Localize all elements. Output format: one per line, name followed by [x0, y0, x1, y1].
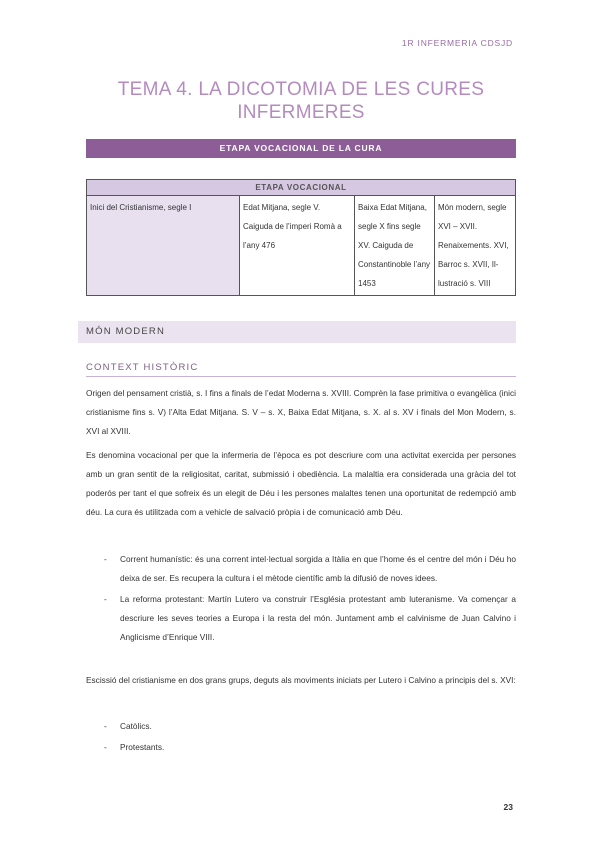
list-item	[86, 717, 516, 736]
table-cell-middle-ages: Edat Mitjana, segle V. Caiguda de l’imperi Romà a l’any 476	[240, 196, 355, 296]
table-row	[87, 196, 516, 296]
table-cell-late-middle-ages: Baixa Edat Mitjana, segle X fins segle XV. Caiguda de Constantinoble l’any 1453	[355, 196, 435, 296]
bullet-text: La reforma protestant: Martín Lutero va construir l’Església protestant amb luteranisme. Va començar a descriure les seves teories a Europa i la resta del món. Juntament amb el calvinisme de Juan Calvino i Anglicisme d’Enrique VIII.	[120, 594, 516, 642]
bullet-dash: -	[104, 721, 107, 731]
paragraph-vocational: Es denomina vocacional per que la infermeria de l’època es pot descriure com una activitat exercida per persones amb un gran sentit de la religiositat, caritat, submissió i obediència. La malaltia era considerada una gràcia del tot poderós per tant el que sofreix és un elegit de Déu i les persones malaltes tenen una oportunitat de redempció amb déu. La cura és utilitzada com a vehicle de salvació pròpia i de comunicació amb Déu.	[86, 450, 516, 517]
bullet-dash: -	[104, 554, 107, 564]
list-item	[86, 738, 516, 757]
title-line-2: INFERMERES	[237, 102, 365, 123]
bullet-dash: -	[104, 742, 107, 752]
stage-band: ETAPA VOCACIONAL DE LA CURA	[86, 139, 516, 158]
bullet-text: Corrent humanístic: és una corrent intel·lectual sorgida a Itàlia en que l’home és el centre del món i Déu ho deixa de ser. Es recupera la cultura i el mètode científic amb la difusió de noves idees.	[120, 554, 516, 583]
stage-table-header: ETAPA VOCACIONAL	[87, 180, 516, 196]
paragraph-schism: Escissió del cristianisme en dos grans grups, deguts als moviments iniciats per Lutero i Calvino a principis del s. XVI:	[86, 675, 516, 685]
table-cell-christianity: Inici del Cristianisme, segle I	[87, 196, 240, 296]
list-item	[86, 550, 516, 588]
title-line-1: TEMA 4. LA DICOTOMIA DE LES CURES	[117, 79, 485, 100]
stage-table	[86, 179, 516, 296]
paragraph-origin: Origen del pensament cristià, s. I fins a finals de l’edat Moderna s. XVIII. Comprèn la fase primitiva o evangèlica (inici cristianisme fins s. V) l’Alta Edat Mitjana. S. V – s. X, Baixa Edat Mitjana, s. X. al s. XV i finals del Mon Modern, s. XVI al XVIII.	[86, 388, 516, 436]
bullet-list-movements	[86, 550, 516, 649]
bullet-text: Catòlics.	[120, 721, 152, 731]
bullet-text: Protestants.	[120, 742, 165, 752]
list-item	[86, 590, 516, 647]
table-cell-modern-world: Món modern, segle XVI – XVII. Renaixements. XVI, Barroc s. XVII, Il-lustració s. VIII	[435, 196, 516, 296]
bullet-dash: -	[104, 594, 107, 604]
page-number: 23	[503, 802, 513, 812]
subheading: CONTEXT HISTÒRIC	[86, 362, 516, 377]
page-title	[86, 78, 516, 124]
section-heading: MÓN MODERN	[78, 321, 516, 343]
bullet-list-groups	[86, 717, 516, 759]
course-header: 1R INFERMERIA CDSJD	[401, 38, 513, 48]
